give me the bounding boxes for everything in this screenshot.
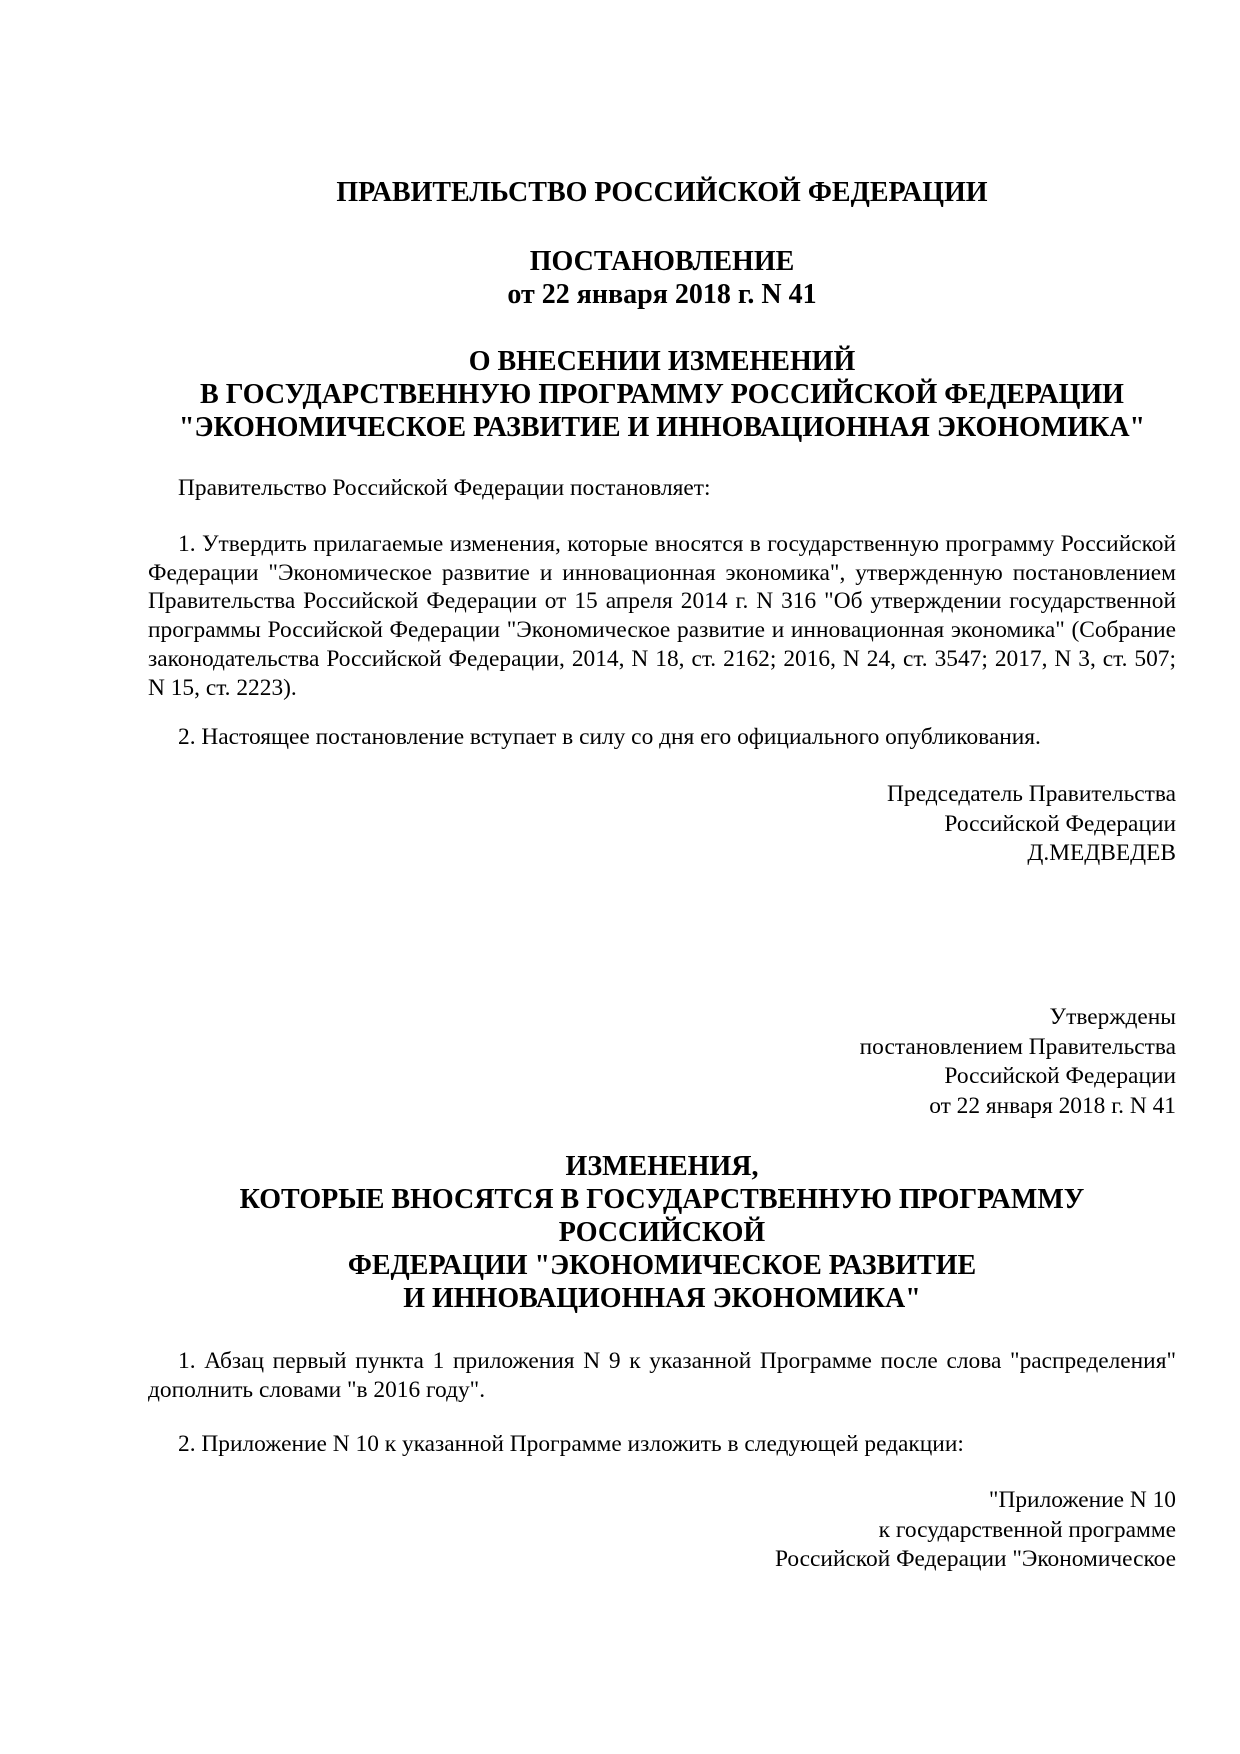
changes-title <box>148 1150 1176 1315</box>
decree-date-number: от 22 января 2018 г. N 41 <box>507 279 817 310</box>
decree-item-1: 1. Утвердить прилагаемые изменения, которые вносятся в государственную программу Российской Федерации "Экономическое развитие и инновационная экономика", утвержденную постановлением Правительства Российской Федерации от 15 апреля 2014 г. N 316 "Об утверждении государственной программы Российской Федерации "Экономическое развитие и инновационная экономика" (Собрание законодательства Российской Федерации, 2014, N 18, ст. 2162; 2016, N 24, ст. 3547; 2017, N 3, ст. 507; N 15, ст. 2223). <box>148 531 1176 701</box>
header <box>148 176 1176 209</box>
preamble: Правительство Российской Федерации постановляет: <box>178 475 711 501</box>
title-line: О ВНЕСЕНИИ ИЗМЕНЕНИЙ <box>468 346 856 377</box>
changes-title-line: ФЕДЕРАЦИИ "ЭКОНОМИЧЕСКОЕ РАЗВИТИЕ <box>347 1250 977 1281</box>
decree-title <box>148 345 1176 444</box>
decree-header <box>148 245 1176 311</box>
appendix-line: к государственной программе <box>878 1516 1176 1543</box>
government-name: ПРАВИТЕЛЬСТВО РОССИЙСКОЙ ФЕДЕРАЦИИ <box>336 177 988 208</box>
changes-item-2-block <box>148 1430 1176 1459</box>
signature-line: Д.МЕДВЕДЕВ <box>1027 840 1176 866</box>
title-line: В ГОСУДАРСТВЕННУЮ ПРОГРАММУ РОССИЙСКОЙ ФЕДЕРАЦИИ <box>200 379 1124 410</box>
title-line: "ЭКОНОМИЧЕСКОЕ РАЗВИТИЕ И ИННОВАЦИОННАЯ ЭКОНОМИКА" <box>178 412 1146 443</box>
approval-line: постановлением Правительства <box>859 1033 1176 1060</box>
appendix-block <box>148 1486 1176 1575</box>
changes-item-1-block <box>148 1347 1176 1404</box>
item-2-block <box>148 723 1176 752</box>
changes-title-line: КОТОРЫЕ ВНОСЯТСЯ В ГОСУДАРСТВЕННУЮ ПРОГРАММУ <box>239 1184 1085 1215</box>
preamble-block <box>148 474 1176 503</box>
decree-item-2: 2. Настоящее постановление вступает в силу со дня его официального опубликования. <box>178 724 1041 750</box>
decree-type: ПОСТАНОВЛЕНИЕ <box>529 246 795 277</box>
appendix-line: "Приложение N 10 <box>988 1487 1176 1513</box>
changes-item-2: 2. Приложение N 10 к указанной Программе изложить в следующей редакции: <box>178 1431 964 1457</box>
signature-line: Российской Федерации <box>944 810 1176 837</box>
signature-block <box>148 780 1176 869</box>
appendix-line: Российской Федерации "Экономическое <box>774 1546 1176 1572</box>
changes-item-1: 1. Абзац первый пункта 1 приложения N 9 к указанной Программе после слова "распределения" дополнить словами "в 2016 году". <box>148 1348 1176 1403</box>
approval-line: Российской Федерации <box>944 1063 1176 1089</box>
item-1-block <box>148 530 1176 702</box>
signature-line: Председатель Правительства <box>887 781 1176 807</box>
approval-line: от 22 января 2018 г. N 41 <box>929 1092 1176 1119</box>
changes-title-line: И ИННОВАЦИОННАЯ ЭКОНОМИКА" <box>403 1283 921 1314</box>
changes-title-line: ИЗМЕНЕНИЯ, <box>565 1151 759 1182</box>
approval-line: Утверждены <box>1049 1004 1176 1030</box>
changes-title-line: РОССИЙСКОЙ <box>558 1217 766 1248</box>
approval-block <box>148 1003 1176 1121</box>
